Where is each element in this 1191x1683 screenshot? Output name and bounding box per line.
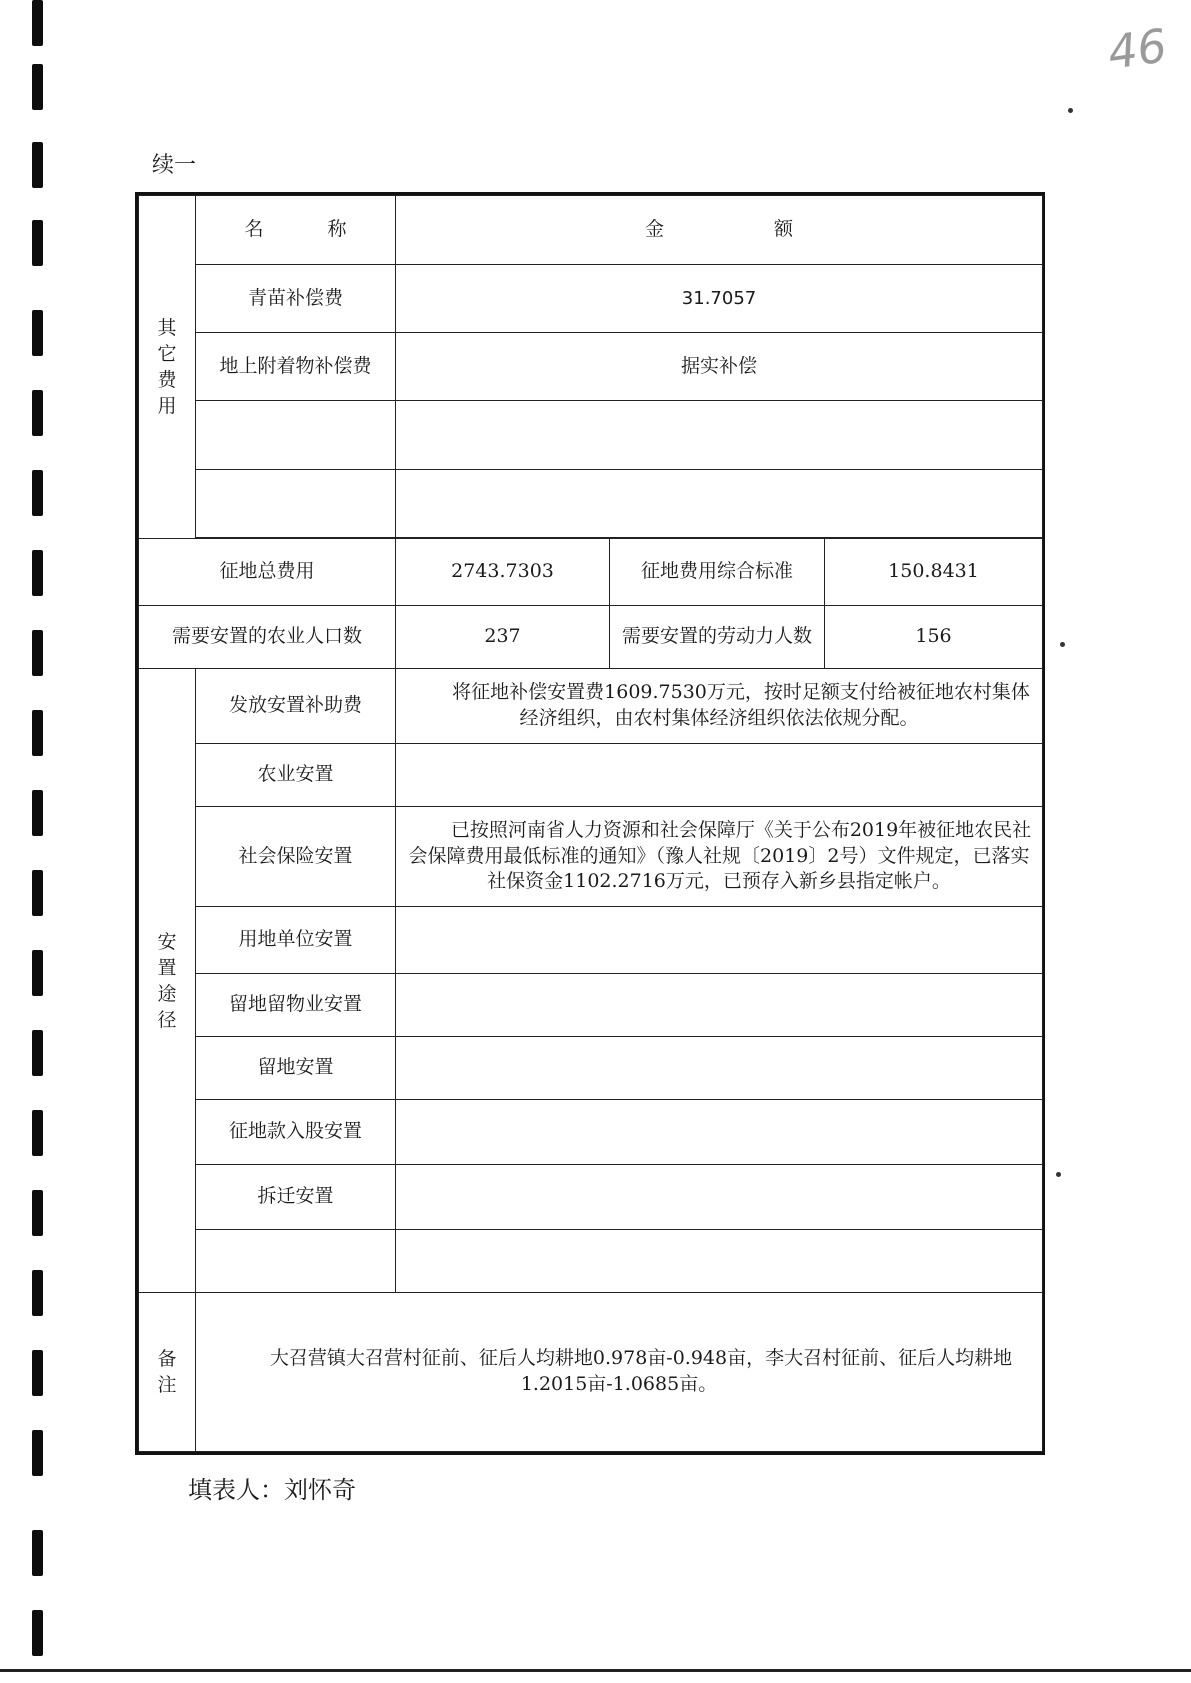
resettlement-name-cell: 留地留物业安置 xyxy=(196,973,396,1036)
resettlement-content-cell xyxy=(396,1099,1043,1164)
binding-hole xyxy=(32,710,43,756)
binding-hole xyxy=(32,220,43,266)
remarks-content-cell: 大召营镇大召营村征前、征后人均耕地0.978亩-0.948亩，李大召村征前、征后人均耕地1.2015亩-1.0685亩。 xyxy=(196,1293,1043,1452)
standard-value: 150.8431 xyxy=(825,538,1043,605)
other-fees-row xyxy=(139,469,1043,537)
total-fee-row xyxy=(139,538,1043,605)
labor-label: 需要安置的劳动力人数 xyxy=(610,605,825,668)
resettlement-name-cell xyxy=(196,1230,396,1293)
binding-holes xyxy=(32,0,46,1683)
binding-hole xyxy=(32,1030,43,1076)
fee-amount-cell: 31.7057 xyxy=(396,265,1043,333)
fee-name-cell: 青苗补偿费 xyxy=(196,265,396,333)
other-fees-row xyxy=(139,333,1043,401)
resettlement-name-cell: 拆迁安置 xyxy=(196,1165,396,1230)
population-row xyxy=(139,605,1043,668)
fee-amount-cell xyxy=(396,469,1043,537)
binding-hole xyxy=(32,550,43,596)
resettlement-content-cell xyxy=(396,973,1043,1036)
binding-hole xyxy=(32,870,43,916)
resettlement-row xyxy=(139,807,1043,907)
other-fees-row xyxy=(139,265,1043,333)
resettlement-name-cell: 社会保险安置 xyxy=(196,807,396,907)
resettlement-row xyxy=(139,906,1043,973)
other-fees-header-row xyxy=(139,196,1043,265)
population-value: 237 xyxy=(396,605,610,668)
total-fee-label: 征地总费用 xyxy=(139,538,396,605)
resettlement-name-cell: 发放安置补助费 xyxy=(196,668,396,743)
remarks-row xyxy=(139,1293,1043,1452)
binding-hole xyxy=(32,1610,43,1656)
fee-name-cell xyxy=(196,401,396,469)
labor-value: 156 xyxy=(825,605,1043,668)
resettlement-content-cell xyxy=(396,906,1043,973)
binding-hole xyxy=(32,1530,43,1576)
resettlement-content-cell xyxy=(396,1165,1043,1230)
resettlement-row xyxy=(139,1036,1043,1099)
speck xyxy=(1068,108,1073,113)
resettlement-content-cell: 已按照河南省人力资源和社会保障厅《关于公布2019年被征地农民社会保障费用最低标准的通知》（豫人社规〔2019〕2号）文件规定，已落实社保资金1102.2716万元，已预存入新乡县指定帐户。 xyxy=(396,807,1043,907)
population-label: 需要安置的农业人口数 xyxy=(139,605,396,668)
binding-hole xyxy=(32,1350,43,1396)
resettlement-content-cell xyxy=(396,1230,1043,1293)
binding-hole xyxy=(32,630,43,676)
binding-hole xyxy=(32,1430,43,1476)
binding-hole xyxy=(32,1270,43,1316)
other-fees-row xyxy=(139,401,1043,469)
filler-label: 填表人：刘怀奇 xyxy=(188,1476,356,1504)
binding-hole xyxy=(32,1190,43,1236)
speck xyxy=(1060,642,1065,647)
binding-hole xyxy=(32,1110,43,1156)
fee-amount-cell xyxy=(396,401,1043,469)
binding-hole xyxy=(32,310,43,356)
fee-name-cell xyxy=(196,469,396,537)
resettlement-name-cell: 留地安置 xyxy=(196,1036,396,1099)
resettlement-side-label: 安 置 途 径 xyxy=(139,668,196,1292)
resettlement-content-cell xyxy=(396,744,1043,807)
binding-hole xyxy=(32,64,43,110)
other-fees-side-label: 其 它 费 用 xyxy=(139,196,196,539)
resettlement-content-cell: 将征地补偿安置费1609.7530万元，按时足额支付给被征地农村集体经济组织，由农村集体经济组织依法依规分配。 xyxy=(396,668,1043,743)
fee-name-cell: 地上附着物补偿费 xyxy=(196,333,396,401)
page-number: 46 xyxy=(1104,18,1171,80)
resettlement-row xyxy=(139,744,1043,807)
resettlement-row xyxy=(139,1165,1043,1230)
continuation-label: 续一 xyxy=(152,153,197,178)
binding-hole xyxy=(32,950,43,996)
land-requisition-form xyxy=(135,192,1045,1455)
binding-hole xyxy=(32,0,43,46)
binding-hole xyxy=(32,470,43,516)
resettlement-name-cell: 征地款入股安置 xyxy=(196,1099,396,1164)
resettlement-row xyxy=(139,1230,1043,1293)
header-amount-cell: 金 额 xyxy=(396,196,1043,265)
binding-hole xyxy=(32,390,43,436)
form-table xyxy=(138,195,1043,1452)
fee-amount-cell: 据实补偿 xyxy=(396,333,1043,401)
binding-hole xyxy=(32,142,43,188)
remarks-side-label: 备 注 xyxy=(139,1293,196,1452)
resettlement-name-cell: 用地单位安置 xyxy=(196,906,396,973)
speck xyxy=(1056,1172,1061,1177)
total-fee-value: 2743.7303 xyxy=(396,538,610,605)
bottom-rule xyxy=(0,1669,1191,1672)
binding-hole xyxy=(32,790,43,836)
resettlement-row xyxy=(139,1099,1043,1164)
header-name-cell: 名 称 xyxy=(196,196,396,265)
resettlement-name-cell: 农业安置 xyxy=(196,744,396,807)
resettlement-content-cell xyxy=(396,1036,1043,1099)
resettlement-row xyxy=(139,668,1043,743)
standard-label: 征地费用综合标准 xyxy=(610,538,825,605)
resettlement-row xyxy=(139,973,1043,1036)
